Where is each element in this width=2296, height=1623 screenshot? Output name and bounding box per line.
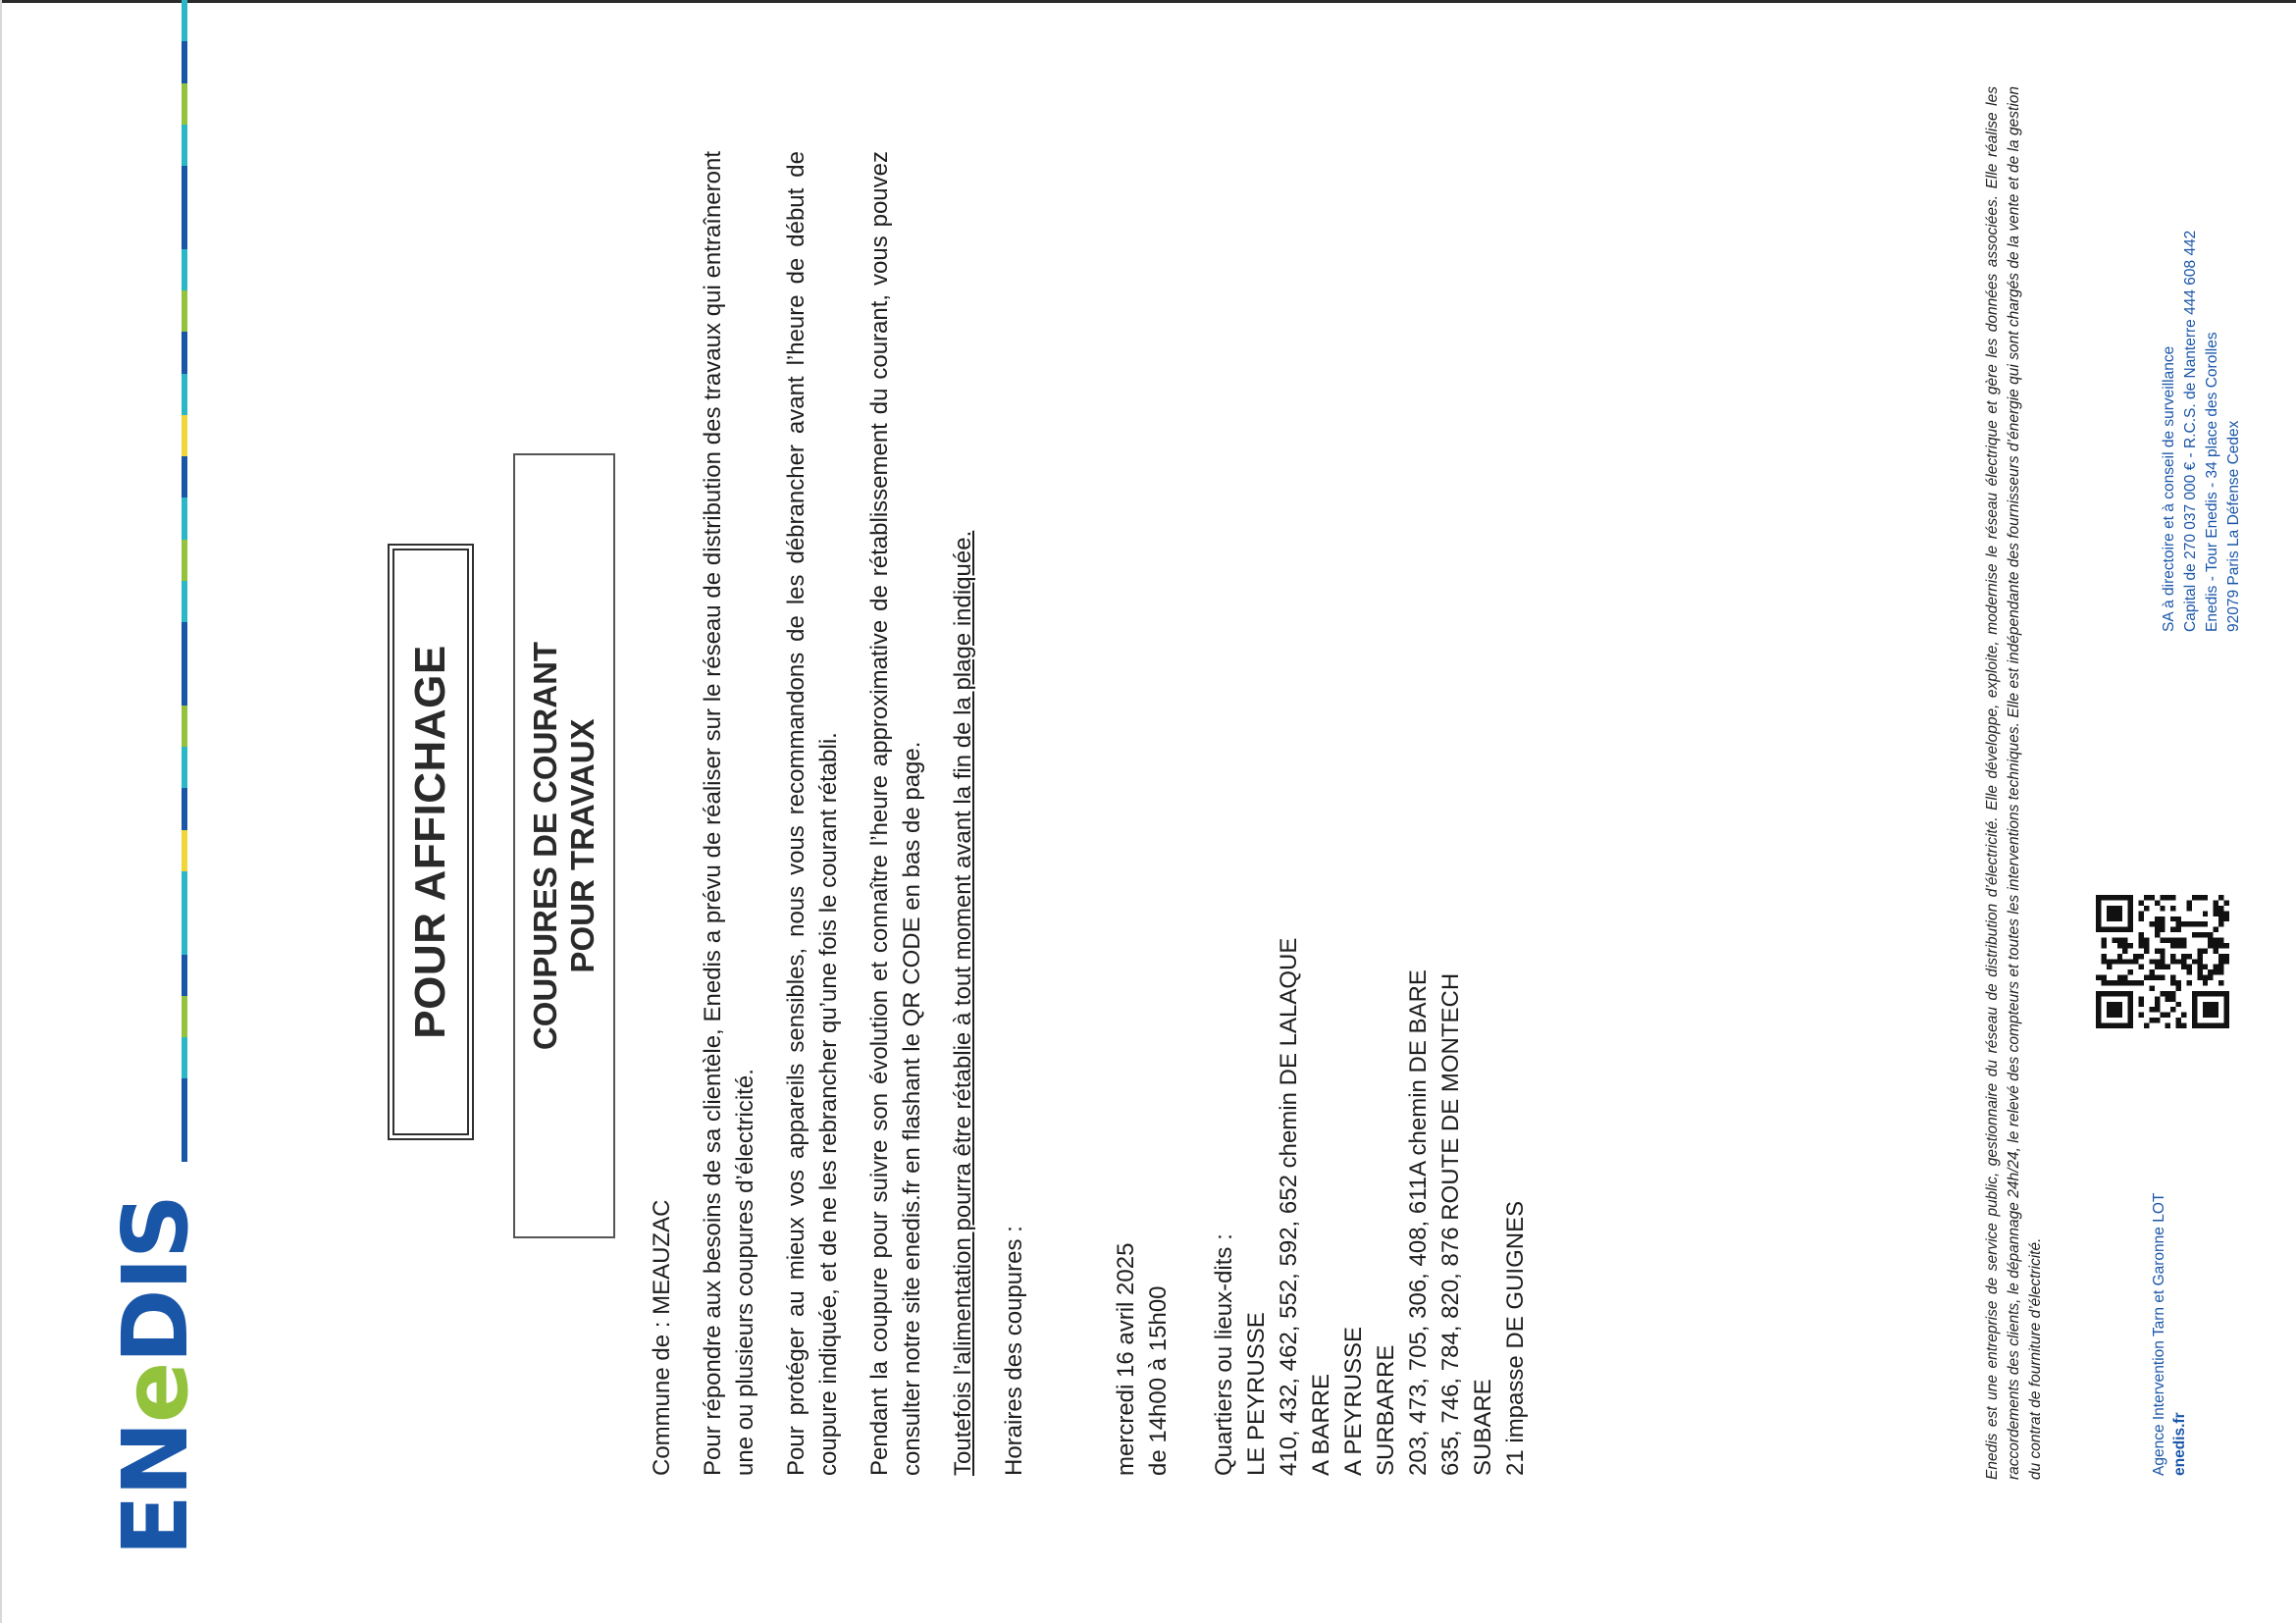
paragraph-follow: Pendant la coupure pour suivre son évolution et connaître l’heure approximative de rétablissement du courant, vous pouvez consulter notre site enedis.fr en flashant le QR CODE en bas de page. bbox=[866, 151, 925, 1476]
outage-date: mercredi 16 avril 2025 bbox=[1113, 1242, 1139, 1476]
band-segment bbox=[182, 249, 187, 290]
band-segment bbox=[182, 125, 187, 166]
areas-label: Quartiers ou lieux-dits : bbox=[1211, 1233, 1237, 1476]
area-item: 203, 473, 705, 306, 408, 611A chemin DE BARE bbox=[1405, 969, 1432, 1476]
band-segment bbox=[182, 540, 187, 581]
area-item: A BARRE bbox=[1308, 1373, 1334, 1476]
website-link[interactable]: enedis.fr bbox=[2171, 1412, 2188, 1476]
company-info bbox=[2159, 24, 2245, 632]
company-line: Enedis - Tour Enedis - 34 place des Corolles bbox=[2204, 332, 2220, 632]
band-segment bbox=[182, 747, 187, 788]
area-item: SURBARRE bbox=[1373, 1344, 1399, 1476]
band-segment bbox=[182, 581, 187, 622]
band-segment bbox=[182, 1121, 187, 1162]
area-item: 21 impasse DE GUIGNES bbox=[1502, 1200, 1529, 1476]
company-line: SA à directoire et à conseil de surveillance bbox=[2161, 345, 2177, 632]
warning-text: Toutefois l’alimentation pourra être rétablie à tout moment avant la fin de la plage indiquée. bbox=[950, 530, 976, 1476]
band-segment bbox=[182, 996, 187, 1037]
page-title: POUR AFFICHAGE bbox=[406, 645, 454, 1039]
band-segment bbox=[182, 41, 187, 82]
band-segment bbox=[182, 290, 187, 332]
legal-notice: Enedis est une entreprise de service public, gestionnaire du réseau de distribution d’électricité. Elle développe, exploite, modernise le réseau électrique et gère les données associées. Elle réalise les raccordements des clients, le dépannage 24h/24, le relevé des compteurs et toutes les interventions techniques. Elle est indépendante des fournisseurs d’énergie qui sont chargés de la vente et de la gestion du contrat de fourniture d’électricité. bbox=[1984, 86, 2044, 1480]
band-segment bbox=[182, 166, 187, 207]
company-line: Capital de 270 037 000 € - R.C.S. de Nanterre 444 608 442 bbox=[2182, 230, 2199, 632]
band-segment bbox=[182, 830, 187, 871]
band-segment bbox=[182, 83, 187, 125]
agency-name: Agence Intervention Tarn et Garonne LOT bbox=[2151, 1192, 2167, 1476]
company-line: 92079 Paris La Défense Cedex bbox=[2225, 420, 2242, 632]
enedis-logo bbox=[103, 1195, 208, 1556]
area-item: SUBARE bbox=[1470, 1379, 1496, 1476]
notice-body bbox=[646, 151, 1532, 1476]
schedule-label: Horaires des coupures : bbox=[1001, 1226, 1027, 1476]
subtitle-line-2: POUR TRAVAUX bbox=[564, 718, 600, 973]
band-segment bbox=[182, 415, 187, 456]
band-segment bbox=[182, 706, 187, 747]
area-item: A PEYRUSSE bbox=[1340, 1326, 1367, 1476]
subtitle-line-1: COUPURES DE COURANT bbox=[527, 641, 563, 1051]
band-segment bbox=[182, 913, 187, 954]
agency-block bbox=[2149, 1123, 2190, 1476]
area-item: LE PEYRUSSE bbox=[1243, 1312, 1270, 1476]
area-item: 635, 746, 784, 820, 876 ROUTE DE MONTECH bbox=[1437, 972, 1464, 1476]
subtitle-box bbox=[513, 453, 615, 1238]
paragraph-devices: Pour protéger au mieux vos appareils sensibles, nous vous recommandons de les débrancher avant l’heure de début de coupure indiquée, et de ne les rebrancher qu’une fois le courant rétabli. bbox=[783, 151, 842, 1476]
band-segment bbox=[182, 788, 187, 829]
outage-time: de 14h00 à 15h00 bbox=[1145, 1285, 1172, 1476]
band-segment bbox=[182, 622, 187, 663]
band-segment bbox=[182, 208, 187, 249]
band-segment bbox=[182, 955, 187, 996]
band-segment bbox=[182, 374, 187, 415]
band-segment bbox=[182, 664, 187, 706]
title-box bbox=[388, 544, 474, 1140]
band-segment bbox=[182, 1037, 187, 1078]
band-segment bbox=[182, 871, 187, 913]
band-segment bbox=[182, 456, 187, 497]
qr-code-icon[interactable] bbox=[2096, 895, 2229, 1028]
paragraph-needs: Pour répondre aux besoins de sa clientèle, Enedis a prévu de réaliser sur le réseau de distribution des travaux qui entraîneront une ou plusieurs coupures d’électricité. bbox=[700, 151, 758, 1476]
band-segment bbox=[182, 498, 187, 540]
band-segment bbox=[182, 332, 187, 373]
commune: Commune de : MEAUZAC bbox=[649, 1199, 675, 1476]
band-segment bbox=[182, 0, 187, 41]
color-band bbox=[182, 0, 187, 1162]
area-item: 410, 432, 462, 552, 592, 652 chemin DE LALAQUE bbox=[1276, 937, 1302, 1476]
logo-wordmark: ENeDIS bbox=[103, 1195, 208, 1556]
band-segment bbox=[182, 1078, 187, 1120]
